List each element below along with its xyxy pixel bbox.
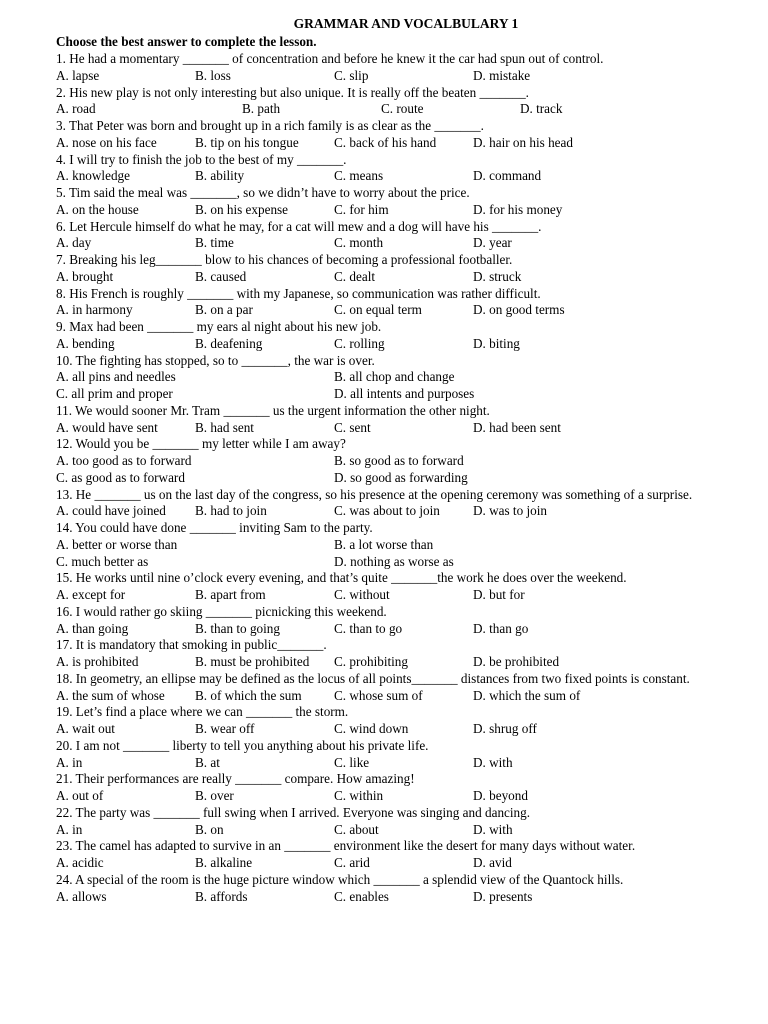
option-a[interactable]: A. day: [56, 235, 92, 251]
question-text: 3. That Peter was born and brought up in a rich family is as clear as the _______.: [56, 118, 484, 133]
option-d[interactable]: D. nothing as worse as: [334, 553, 454, 569]
option-a[interactable]: A. too good as to forward: [56, 453, 192, 468]
question-text: 10. The fighting has stopped, so to _______, the war is over.: [56, 352, 375, 368]
option-b[interactable]: B. wear off: [195, 721, 255, 736]
option-c[interactable]: C. wind down: [334, 721, 409, 736]
option-c[interactable]: C. whose sum of: [334, 687, 423, 703]
option-d[interactable]: D. mistake: [473, 67, 531, 83]
option-c[interactable]: C. dealt: [334, 268, 376, 284]
answer-options: [56, 755, 716, 772]
option-a[interactable]: A. bending: [56, 335, 115, 351]
option-a[interactable]: A. on the house: [56, 201, 139, 217]
option-c[interactable]: C. like: [334, 754, 370, 770]
option-c[interactable]: C. slip: [334, 67, 369, 83]
option-a[interactable]: A. allows: [56, 888, 107, 904]
option-b[interactable]: B. alkaline: [195, 855, 253, 870]
option-b[interactable]: B. loss: [195, 67, 231, 83]
option-a[interactable]: A. could have joined: [56, 503, 166, 519]
answer-options: [56, 269, 716, 286]
answer-options: [56, 788, 716, 805]
question-text: 5. Tim said the meal was _______, so we didn’t have to worry about the price.: [56, 185, 470, 200]
option-b[interactable]: B. on his expense: [195, 201, 289, 217]
answer-options: [56, 369, 716, 403]
option-a[interactable]: A. brought: [56, 268, 114, 284]
option-a[interactable]: A. would have sent: [56, 419, 158, 435]
question-text: 2. His new play is not only interesting but also unique. It is really off the beaten _______.: [56, 84, 529, 100]
option-d[interactable]: D. command: [473, 168, 542, 184]
option-a[interactable]: A. lapse: [56, 67, 100, 83]
option-a[interactable]: A. is prohibited: [56, 654, 139, 669]
answer-options: [56, 168, 716, 185]
option-d[interactable]: D. biting: [473, 335, 520, 351]
option-d[interactable]: D. had been sent: [473, 419, 561, 435]
answer-options: [56, 135, 716, 152]
question-text: 24. A special of the room is the huge picture window which _______ a splendid view of the Quantock hills.: [56, 871, 624, 887]
question-text: 9. Max had been _______ my ears al night about his new job.: [56, 319, 382, 334]
question-text: 6. Let Hercule himself do what he may, for a cat will mew and a dog will have his _______.: [56, 218, 542, 234]
question-text: 18. In geometry, an ellipse may be defined as the locus of all points_______ distances from two fixed points is constant.: [56, 670, 690, 686]
answer-options: [56, 68, 716, 85]
answer-options: [56, 537, 716, 571]
option-c[interactable]: C. back of his hand: [334, 134, 437, 150]
option-d[interactable]: D. hair on his head: [473, 134, 573, 150]
option-c[interactable]: C. all prim and proper: [56, 386, 173, 401]
option-b[interactable]: B. on: [195, 821, 224, 837]
option-d[interactable]: D. than go: [473, 620, 529, 636]
answer-options: [56, 688, 716, 705]
option-d[interactable]: D. track: [520, 101, 563, 117]
question-text: 8. His French is roughly _______ with my Japanese, so communication was rather difficult.: [56, 285, 541, 301]
option-a[interactable]: A. knowledge: [56, 168, 130, 184]
question-text: 13. He _______ us on the last day of the congress, so his presence at the opening ceremony was something of a surprise.: [56, 486, 693, 502]
question-text: 19. Let’s find a place where we can _______ the storm.: [56, 704, 349, 720]
answer-options: [56, 453, 716, 487]
question-text: 12. Would you be _______ my letter while I am away?: [56, 436, 346, 452]
option-d[interactable]: D. be prohibited: [473, 654, 560, 669]
option-a[interactable]: A. nose on his face: [56, 134, 157, 150]
option-c[interactable]: C. on equal term: [334, 302, 422, 318]
option-a[interactable]: A. the sum of whose: [56, 687, 165, 703]
answer-options: [56, 621, 716, 638]
option-a[interactable]: A. acidic: [56, 855, 104, 870]
answer-options: [56, 889, 716, 906]
answer-options: [56, 587, 716, 604]
option-c[interactable]: C. than to go: [334, 620, 403, 636]
option-c[interactable]: C. about: [334, 821, 379, 837]
option-d[interactable]: D. so good as forwarding: [334, 469, 468, 485]
option-c[interactable]: C. prohibiting: [334, 654, 408, 669]
option-d[interactable]: D. with: [473, 754, 513, 770]
question-text: 14. You could have done _______ inviting Sam to the party.: [56, 520, 373, 535]
answer-options: [56, 202, 716, 219]
option-d[interactable]: D. on good terms: [473, 302, 565, 318]
option-d[interactable]: D. for his money: [473, 201, 563, 217]
option-c[interactable]: C. as good as to forward: [56, 469, 185, 485]
answer-options: [56, 302, 716, 319]
option-b[interactable]: B. had sent: [195, 419, 254, 435]
answer-options: [56, 420, 716, 437]
question-list: [56, 51, 716, 905]
option-b[interactable]: B. of which the sum: [195, 687, 302, 703]
question-text: 22. The party was _______ full swing when I arrived. Everyone was singing and dancing.: [56, 804, 531, 820]
option-d[interactable]: D. shrug off: [473, 721, 537, 736]
option-b[interactable]: B. had to join: [195, 503, 267, 519]
option-a[interactable]: A. in: [56, 821, 83, 837]
option-c[interactable]: C. without: [334, 587, 390, 602]
option-b[interactable]: B. affords: [195, 888, 248, 904]
option-d[interactable]: D. which the sum of: [473, 687, 581, 703]
question-text: 17. It is mandatory that smoking in public_______.: [56, 637, 327, 653]
answer-options: [56, 721, 716, 738]
instruction: Choose the best answer to complete the lesson.: [56, 34, 317, 49]
option-b[interactable]: B. ability: [195, 168, 245, 184]
option-c[interactable]: C. sent: [334, 419, 371, 435]
answer-options: [56, 654, 716, 671]
option-d[interactable]: D. year: [473, 235, 512, 251]
page-title: GRAMMAR AND VOCALBULARY 1: [293, 16, 519, 31]
answer-options: [56, 336, 716, 353]
option-b[interactable]: B. caused: [195, 268, 247, 284]
option-d[interactable]: D. avid: [473, 855, 512, 870]
option-b[interactable]: B. tip on his tongue: [195, 134, 299, 150]
question-text: 20. I am not _______ liberty to tell you anything about his private life.: [56, 737, 429, 753]
option-b[interactable]: B. a lot worse than: [334, 536, 434, 552]
option-d[interactable]: D. beyond: [473, 788, 528, 803]
option-a[interactable]: A. road: [56, 101, 96, 117]
option-b[interactable]: B. over: [195, 788, 234, 803]
question-text: 7. Breaking his leg_______ blow to his chances of becoming a professional footballer.: [56, 252, 513, 267]
option-c[interactable]: C. enables: [334, 888, 389, 904]
option-b[interactable]: B. all chop and change: [334, 369, 455, 385]
option-b[interactable]: B. than to going: [195, 620, 280, 636]
option-b[interactable]: B. time: [195, 235, 234, 251]
option-b[interactable]: B. so good as to forward: [334, 453, 464, 468]
option-c[interactable]: C. month: [334, 235, 384, 251]
option-a[interactable]: A. better or worse than: [56, 536, 178, 552]
option-a[interactable]: A. in harmony: [56, 302, 133, 318]
option-a[interactable]: A. except for: [56, 587, 126, 602]
option-a[interactable]: A. in: [56, 754, 83, 770]
answer-options: [56, 101, 716, 118]
option-b[interactable]: B. path: [242, 101, 281, 117]
question-text: 16. I would rather go skiing _______ picnicking this weekend.: [56, 603, 387, 619]
option-b[interactable]: B. at: [195, 754, 220, 770]
option-a[interactable]: A. than going: [56, 620, 129, 636]
question-text: 15. He works until nine o’clock every evening, and that’s quite _______the work he does over the weekend.: [56, 570, 627, 586]
question-text: 23. The camel has adapted to survive in an _______ environment like the desert for many days without water.: [56, 838, 636, 854]
option-d[interactable]: D. presents: [473, 888, 533, 904]
question-text: 1. He had a momentary _______ of concentration and before he knew it the car had spun out of control.: [56, 51, 604, 66]
option-d[interactable]: D. with: [473, 821, 513, 837]
question-text: 11. We would sooner Mr. Tram _______ us the urgent information the other night.: [56, 402, 490, 418]
option-d[interactable]: D. all intents and purposes: [334, 386, 475, 401]
option-a[interactable]: A. wait out: [56, 721, 115, 736]
answer-options: [56, 235, 716, 252]
option-c[interactable]: C. within: [334, 788, 384, 803]
option-c[interactable]: C. route: [381, 101, 424, 117]
question-text: 21. Their performances are really _______ compare. How amazing!: [56, 771, 415, 787]
option-b[interactable]: B. must be prohibited: [195, 654, 310, 669]
option-b[interactable]: B. apart from: [195, 587, 266, 602]
option-c[interactable]: C. for him: [334, 201, 389, 217]
option-a[interactable]: A. out of: [56, 788, 104, 803]
worksheet: [56, 14, 716, 905]
option-c[interactable]: C. arid: [334, 855, 370, 870]
answer-options: [56, 822, 716, 839]
option-b[interactable]: B. deafening: [195, 335, 263, 351]
option-c[interactable]: C. rolling: [334, 335, 385, 351]
option-b[interactable]: B. on a par: [195, 302, 253, 318]
option-d[interactable]: D. was to join: [473, 503, 547, 519]
option-d[interactable]: D. struck: [473, 268, 522, 284]
question-text: 4. I will try to finish the job to the best of my _______.: [56, 151, 347, 167]
answer-options: [56, 503, 716, 520]
option-c[interactable]: C. means: [334, 168, 384, 184]
option-d[interactable]: D. but for: [473, 587, 525, 602]
option-a[interactable]: A. all pins and needles: [56, 369, 176, 385]
option-c[interactable]: C. much better as: [56, 553, 149, 569]
option-c[interactable]: C. was about to join: [334, 503, 440, 519]
answer-options: [56, 855, 716, 872]
